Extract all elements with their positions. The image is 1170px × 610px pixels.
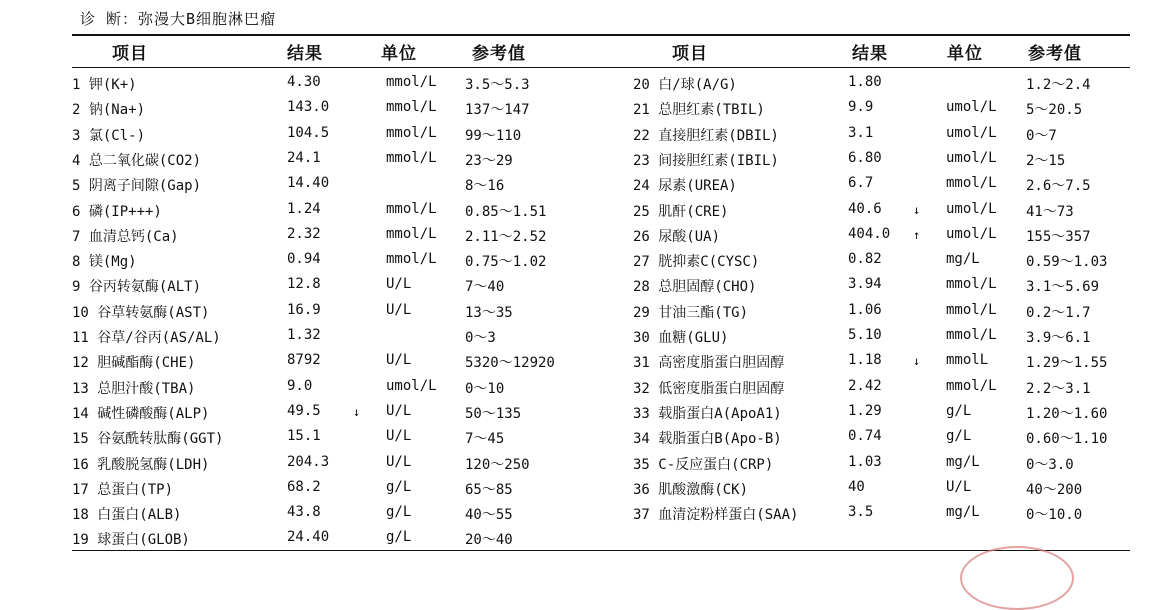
left-row-ref: 50～135 bbox=[465, 405, 522, 422]
right-row-ref: 0～7 bbox=[1026, 127, 1057, 144]
left-row-result: 204.3 bbox=[287, 453, 330, 470]
left-row-result: 104.5 bbox=[287, 124, 330, 141]
right-row-result: 1.29 bbox=[848, 402, 882, 419]
left-row-ref: 5320～12920 bbox=[465, 355, 555, 372]
left-row-unit: g/L bbox=[386, 529, 412, 546]
left-row-item: 12 胆碱酯酶(CHE) bbox=[72, 355, 196, 372]
right-row-ref: 0.2～1.7 bbox=[1026, 304, 1091, 321]
right-row-result: 3.5 bbox=[848, 504, 874, 521]
left-row-ref: 0.85～1.51 bbox=[465, 203, 547, 220]
left-row-item: 17 总蛋白(TP) bbox=[72, 481, 174, 498]
left-row-result: 16.9 bbox=[287, 301, 321, 318]
right-row-ref: 1.20～1.60 bbox=[1026, 405, 1108, 422]
right-row-item: 23 间接胆红素(IBIL) bbox=[633, 152, 779, 169]
right-row-item: 22 直接胆红素(DBIL) bbox=[633, 127, 779, 144]
header-unit-right: 单位 bbox=[947, 44, 983, 64]
left-row-item: 11 谷草/谷丙(AS/AL) bbox=[72, 330, 221, 346]
left-row-item: 9 谷丙转氨酶(ALT) bbox=[72, 279, 202, 296]
red-stamp-mark bbox=[960, 546, 1074, 610]
table-top-rule bbox=[72, 34, 1130, 36]
right-row-result: 6.7 bbox=[848, 175, 874, 192]
right-row-unit: g/L bbox=[946, 402, 972, 419]
right-row-flag: ↓ bbox=[913, 202, 921, 217]
right-row-item: 36 肌酸激酶(CK) bbox=[633, 481, 749, 498]
right-row-ref: 0.59～1.03 bbox=[1026, 254, 1108, 271]
right-row-result: 0.82 bbox=[848, 251, 882, 268]
left-row-result: 4.30 bbox=[287, 74, 321, 90]
left-row-result: 9.0 bbox=[287, 377, 313, 394]
right-row-ref: 0～3.0 bbox=[1026, 456, 1074, 473]
left-row-unit: mmol/L bbox=[386, 124, 437, 141]
right-row-ref: 41～73 bbox=[1026, 203, 1074, 220]
left-row-unit: g/L bbox=[386, 478, 412, 495]
left-row-ref: 2.11～2.52 bbox=[465, 228, 547, 245]
right-row-ref: 40～200 bbox=[1026, 481, 1083, 498]
left-row-unit: mmol/L bbox=[386, 99, 437, 116]
right-row-item: 30 血糖(GLU) bbox=[633, 330, 729, 346]
left-row-unit: U/L bbox=[386, 453, 412, 470]
right-row-item: 24 尿素(UREA) bbox=[633, 178, 737, 195]
left-row-unit: U/L bbox=[386, 301, 412, 318]
right-row-unit: mmolL bbox=[946, 352, 989, 369]
right-row-unit: mmol/L bbox=[946, 175, 997, 192]
left-row-unit: U/L bbox=[386, 276, 412, 293]
header-rule bbox=[72, 67, 1130, 68]
left-row-result: 1.32 bbox=[287, 327, 321, 343]
right-row-unit: umol/L bbox=[946, 149, 997, 166]
left-row-result: 143.0 bbox=[287, 99, 330, 116]
header-item-left: 项目 bbox=[112, 44, 148, 64]
left-row-item: 15 谷氨酰转肽酶(GGT) bbox=[72, 431, 224, 448]
right-row-item: 35 C-反应蛋白(CRP) bbox=[633, 456, 774, 473]
right-row-unit: U/L bbox=[946, 478, 972, 495]
right-row-ref: 155～357 bbox=[1026, 228, 1091, 245]
right-row-item: 33 载脂蛋白A(ApoA1) bbox=[633, 405, 782, 422]
right-row-result: 6.80 bbox=[848, 149, 882, 166]
left-row-ref: 137～147 bbox=[465, 102, 530, 119]
right-row-unit: umol/L bbox=[946, 225, 997, 242]
header-item-right: 项目 bbox=[672, 44, 708, 64]
right-row-item: 27 胱抑素C(CYSC) bbox=[633, 254, 760, 271]
left-row-flag: ↓ bbox=[353, 404, 361, 419]
left-row-ref: 99～110 bbox=[465, 127, 522, 144]
left-row-result: 43.8 bbox=[287, 504, 321, 521]
right-row-item: 29 甘油三酯(TG) bbox=[633, 304, 749, 321]
left-row-ref: 0～3 bbox=[465, 330, 496, 346]
left-row-ref: 23～29 bbox=[465, 152, 513, 169]
right-row-item: 21 总胆红素(TBIL) bbox=[633, 102, 765, 119]
left-row-ref: 13～35 bbox=[465, 304, 513, 321]
table-bottom-rule bbox=[72, 550, 1130, 551]
right-row-item: 26 尿酸(UA) bbox=[633, 228, 721, 245]
left-row-result: 24.40 bbox=[287, 529, 330, 546]
left-row-item: 19 球蛋白(GLOB) bbox=[72, 532, 190, 549]
right-row-ref: 3.9～6.1 bbox=[1026, 330, 1091, 346]
left-row-result: 14.40 bbox=[287, 175, 330, 192]
left-row-result: 12.8 bbox=[287, 276, 321, 293]
diagnosis-line: 诊 断：弥漫大B细胞淋巴瘤 bbox=[80, 10, 277, 28]
right-row-ref: 2.2～3.1 bbox=[1026, 380, 1091, 397]
right-row-item: 20 白/球(A/G) bbox=[633, 77, 737, 93]
left-row-ref: 7～45 bbox=[465, 431, 505, 448]
right-row-result: 1.18 bbox=[848, 352, 882, 369]
header-reference-right: 参考值 bbox=[1028, 44, 1082, 64]
left-row-ref: 0～10 bbox=[465, 380, 505, 397]
right-row-unit: mg/L bbox=[946, 251, 980, 268]
left-row-result: 0.94 bbox=[287, 251, 321, 268]
right-row-item: 25 肌酐(CRE) bbox=[633, 203, 729, 220]
right-row-unit: mmol/L bbox=[946, 327, 997, 343]
right-row-ref: 3.1～5.69 bbox=[1026, 279, 1100, 296]
left-row-result: 15.1 bbox=[287, 428, 321, 445]
left-row-unit: U/L bbox=[386, 402, 412, 419]
right-row-result: 1.03 bbox=[848, 453, 882, 470]
left-row-item: 10 谷草转氨酶(AST) bbox=[72, 304, 210, 321]
header-reference-left: 参考值 bbox=[472, 44, 526, 64]
right-row-result: 5.10 bbox=[848, 327, 882, 343]
right-row-unit: umol/L bbox=[946, 200, 997, 217]
left-row-item: 1 钾(K+) bbox=[72, 77, 137, 93]
left-row-ref: 7～40 bbox=[465, 279, 505, 296]
right-row-unit: umol/L bbox=[946, 124, 997, 141]
left-row-unit: g/L bbox=[386, 504, 412, 521]
left-row-unit: mmol/L bbox=[386, 225, 437, 242]
right-row-unit: mmol/L bbox=[946, 301, 997, 318]
left-row-unit: mmol/L bbox=[386, 200, 437, 217]
left-row-unit: umol/L bbox=[386, 377, 437, 394]
left-row-item: 4 总二氧化碳(CO2) bbox=[72, 152, 202, 169]
right-row-unit: mmol/L bbox=[946, 377, 997, 394]
left-row-item: 18 白蛋白(ALB) bbox=[72, 507, 182, 524]
right-row-ref: 2～15 bbox=[1026, 152, 1066, 169]
right-row-result: 40 bbox=[848, 478, 865, 495]
right-row-unit: g/L bbox=[946, 428, 972, 445]
right-row-result: 40.6 bbox=[848, 200, 882, 217]
right-row-flag: ↓ bbox=[913, 354, 921, 369]
left-row-ref: 120～250 bbox=[465, 456, 530, 473]
left-row-item: 3 氯(Cl-) bbox=[72, 127, 146, 144]
right-row-item: 34 载脂蛋白B(Apo-B) bbox=[633, 431, 782, 448]
left-row-item: 5 阴离子间隙(Gap) bbox=[72, 178, 202, 195]
right-row-flag: ↑ bbox=[913, 227, 921, 242]
left-row-unit: mmol/L bbox=[386, 149, 437, 166]
right-row-result: 3.1 bbox=[848, 124, 874, 141]
left-row-item: 2 钠(Na+) bbox=[72, 102, 146, 119]
right-row-result: 2.42 bbox=[848, 377, 882, 394]
left-row-result: 68.2 bbox=[287, 478, 321, 495]
right-row-ref: 0～10.0 bbox=[1026, 507, 1083, 524]
left-row-unit: mmol/L bbox=[386, 251, 437, 268]
header-unit-left: 单位 bbox=[381, 44, 417, 64]
left-row-ref: 0.75～1.02 bbox=[465, 254, 547, 271]
left-row-item: 7 血清总钙(Ca) bbox=[72, 228, 179, 245]
right-row-result: 1.06 bbox=[848, 301, 882, 318]
right-row-unit: mmol/L bbox=[946, 276, 997, 293]
left-row-ref: 20～40 bbox=[465, 532, 513, 549]
left-row-result: 2.32 bbox=[287, 225, 321, 242]
right-row-ref: 0.60～1.10 bbox=[1026, 431, 1108, 448]
left-row-unit: U/L bbox=[386, 428, 412, 445]
right-row-item: 28 总胆固醇(CHO) bbox=[633, 279, 757, 296]
left-row-ref: 3.5～5.3 bbox=[465, 77, 530, 93]
right-row-item: 37 血清淀粉样蛋白(SAA) bbox=[633, 507, 799, 524]
right-row-item: 32 低密度脂蛋白胆固醇 bbox=[633, 380, 785, 397]
left-row-result: 24.1 bbox=[287, 149, 321, 166]
right-row-result: 9.9 bbox=[848, 99, 874, 116]
left-row-unit: mmol/L bbox=[386, 74, 437, 90]
right-row-ref: 5～20.5 bbox=[1026, 102, 1083, 119]
right-row-unit: mg/L bbox=[946, 504, 980, 521]
left-row-result: 1.24 bbox=[287, 200, 321, 217]
left-row-result: 8792 bbox=[287, 352, 321, 369]
right-row-ref: 1.2～2.4 bbox=[1026, 77, 1091, 93]
left-row-item: 6 磷(IP+++) bbox=[72, 203, 162, 220]
right-row-ref: 1.29～1.55 bbox=[1026, 355, 1108, 372]
right-row-result: 404.0 bbox=[848, 225, 891, 242]
right-row-result: 1.80 bbox=[848, 74, 882, 90]
left-row-unit: U/L bbox=[386, 352, 412, 369]
right-row-ref: 2.6～7.5 bbox=[1026, 178, 1091, 195]
right-row-result: 3.94 bbox=[848, 276, 882, 293]
left-row-ref: 65～85 bbox=[465, 481, 513, 498]
right-row-result: 0.74 bbox=[848, 428, 882, 445]
header-result-left: 结果 bbox=[287, 44, 323, 64]
right-row-unit: mg/L bbox=[946, 453, 980, 470]
left-row-item: 14 碱性磷酸酶(ALP) bbox=[72, 405, 210, 422]
left-row-item: 16 乳酸脱氢酶(LDH) bbox=[72, 456, 210, 473]
left-row-item: 8 镁(Mg) bbox=[72, 254, 137, 271]
right-row-item: 31 高密度脂蛋白胆固醇 bbox=[633, 355, 785, 372]
left-row-ref: 8～16 bbox=[465, 178, 505, 195]
header-result-right: 结果 bbox=[852, 44, 888, 64]
right-row-unit: umol/L bbox=[946, 99, 997, 116]
left-row-ref: 40～55 bbox=[465, 507, 513, 524]
left-row-item: 13 总胆汁酸(TBA) bbox=[72, 380, 196, 397]
left-row-result: 49.5 bbox=[287, 402, 321, 419]
